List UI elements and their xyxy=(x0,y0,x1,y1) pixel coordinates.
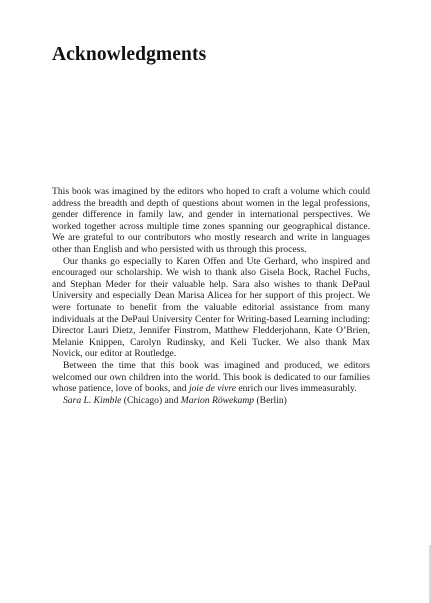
dedication-text-end: enrich our lives immeasurably. xyxy=(236,383,357,395)
paragraph-thanks: Our thanks go especially to Karen Offen and Ute Gerhard, who inspired and encouraged our scholarship. We wish to thank also Gisela Bock, Rachel Fuchs, and Stephan Meder for their valuable help. Sara also wishes to thank DePaul University and especially Dean Marisa Alicea for her support of this project. We were fortunate to benefit from the valuable editorial assistance from many individuals at the DePaul University Center for Writing-based Learning including: Director Lauri Dietz, Jennifer Finstrom, Matthew Fledderjohann, Kate O’Brien, Melanie Knippen, Carolyn Rudinsky, and Keli Tucker. We also thank Max Novick, our editor at Routledge. xyxy=(52,255,370,360)
signature-location-chicago: (Chicago) and xyxy=(121,394,181,406)
signature-line xyxy=(52,395,370,407)
signature-location-berlin: (Berlin) xyxy=(254,394,287,406)
acknowledgments-body xyxy=(52,186,370,406)
paragraph-dedication xyxy=(52,360,370,395)
page-title: Acknowledgments xyxy=(52,44,207,65)
dedication-text-start: Between the time that this book was imagined and produced, we editors welcomed our own children into the world. This book is dedicated to our families whose patience, love of books, and xyxy=(52,359,370,395)
editor-name-kimble: Sara L. Kimble xyxy=(63,394,122,406)
editor-name-rowekamp: Marion Röwekamp xyxy=(180,394,255,406)
paragraph-contributors: This book was imagined by the editors who hoped to craft a volume which could address the breadth and depth of questions about women in the legal professions, gender difference in family law, and gender in international perspectives. We worked together across multiple time zones spanning our geographical distance. We are grateful to our contributors who mostly research and write in languages other than English and who persisted with us through this process. xyxy=(52,186,370,255)
dedication-emphasis: joie de vivre xyxy=(188,383,237,395)
